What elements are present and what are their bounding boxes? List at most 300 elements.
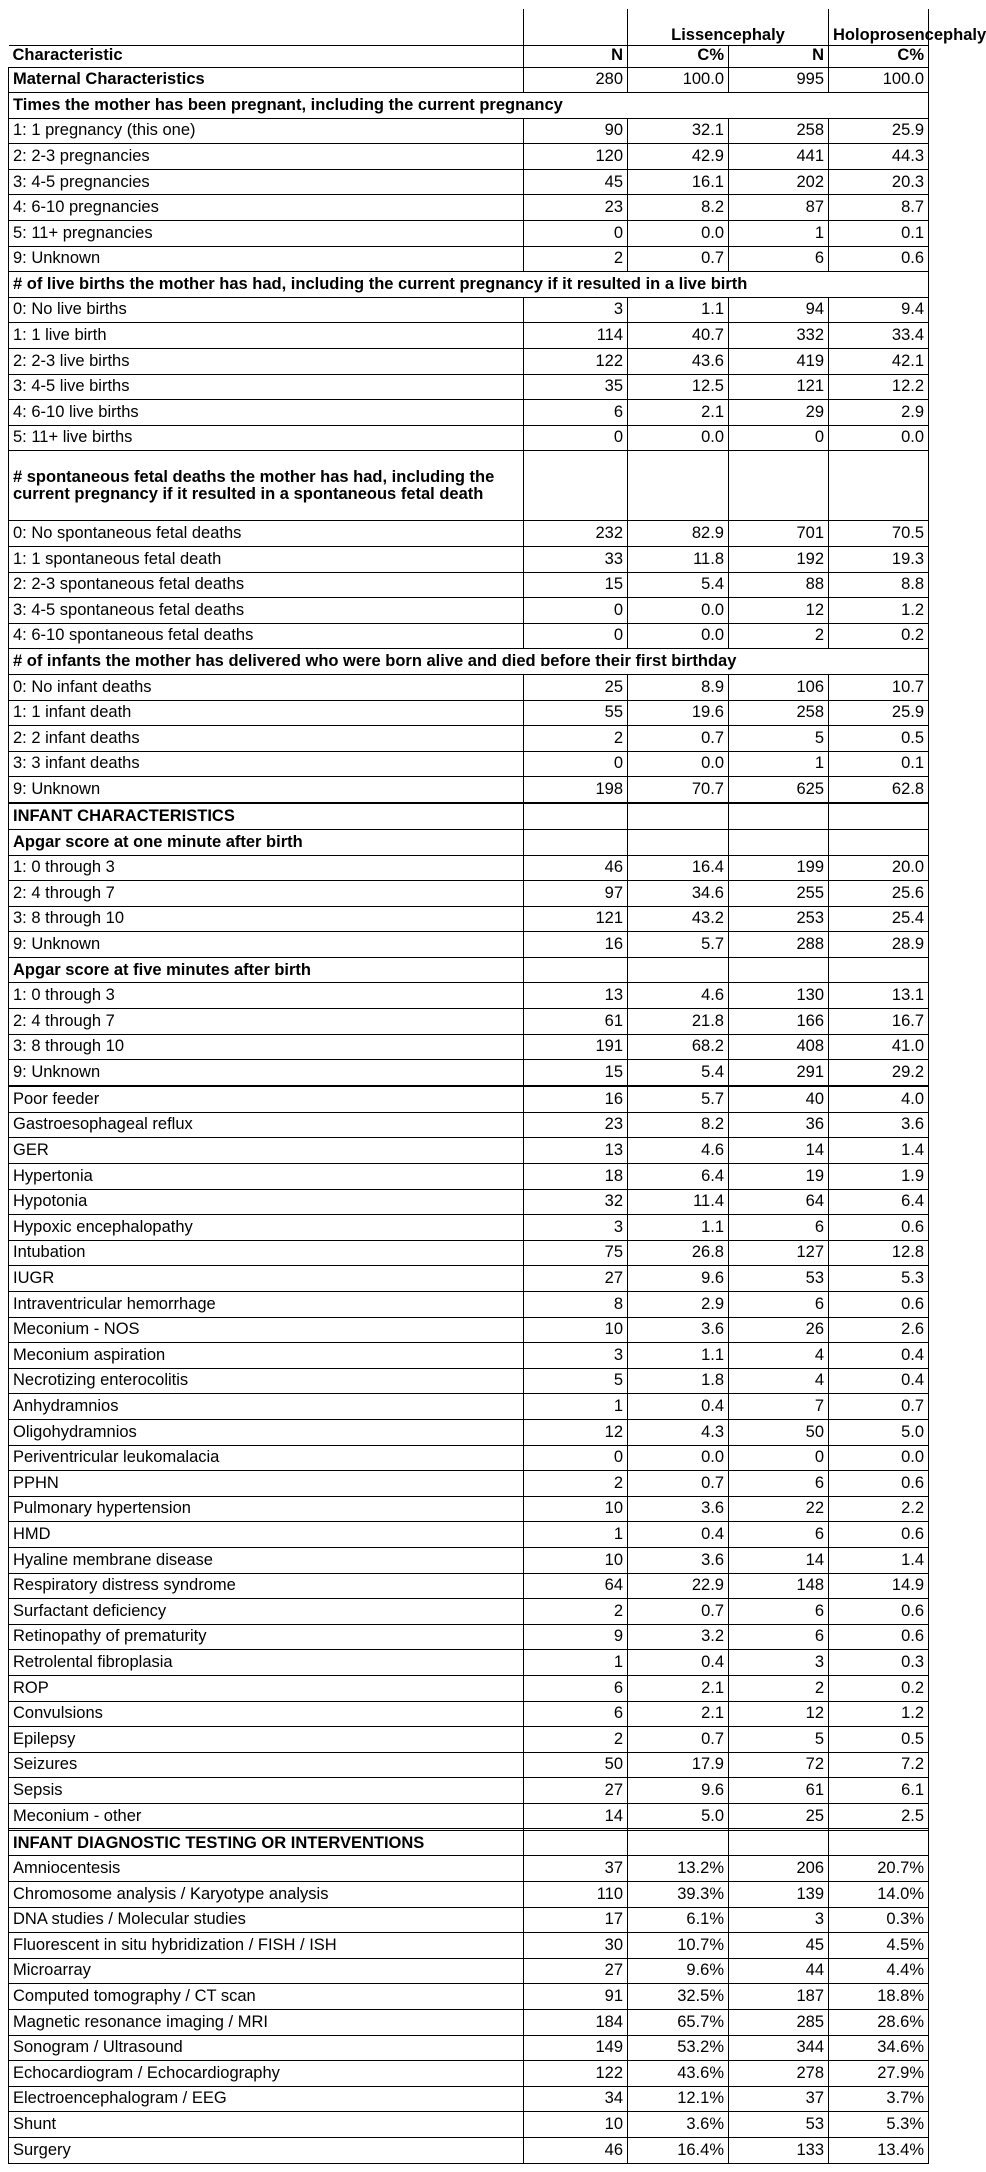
cell-pct-lissencephaly: 0.7 [628,246,729,272]
table-row [9,572,929,598]
cell-pct-holoprosencephaly: 70.5 [829,521,929,547]
table-row [9,1009,929,1035]
cell-n-holoprosencephaly: 12 [729,1701,829,1727]
cell-pct-lissencephaly: 40.7 [628,323,729,349]
cell-pct-lissencephaly: 32.5% [628,1984,729,2010]
cell-n-holoprosencephaly: 419 [729,349,829,375]
row-label: 1: 0 through 3 [9,855,524,881]
cell-n-holoprosencephaly: 25 [729,1803,829,1829]
cell-pct-holoprosencephaly: 0.3 [829,1650,929,1676]
cell-pct-holoprosencephaly: 16.7 [829,1009,929,1035]
cell-n-holoprosencephaly: 6 [729,1624,829,1650]
cell-pct-lissencephaly: 4.3 [628,1419,729,1445]
cell-n-lissencephaly: 25 [524,674,628,700]
row-label: Fluorescent in situ hybridization / FISH / ISH [9,1933,524,1959]
cell-n-holoprosencephaly: 6 [729,1292,829,1318]
row-label: Necrotizing enterocolitis [9,1368,524,1394]
cell-pct-lissencephaly [628,804,729,830]
row-label: 3: 4-5 live births [9,374,524,400]
cell-n-lissencephaly: 61 [524,1009,628,1035]
cell-pct-holoprosencephaly: 27.9% [829,2061,929,2087]
header-row-columns [9,45,929,67]
cell-pct-lissencephaly: 1.1 [628,1343,729,1369]
cell-pct-holoprosencephaly: 5.3 [829,1266,929,1292]
cell-n-lissencephaly: 1 [524,1394,628,1420]
row-label: 2: 4 through 7 [9,881,524,907]
row-label: 2: 2-3 live births [9,349,524,375]
cell-pct-lissencephaly: 43.6% [628,2061,729,2087]
cell-n-lissencephaly: 0 [524,751,628,777]
group-header-holoprosencephaly: Holoprosencephaly [829,9,929,45]
cell-n-holoprosencephaly: 148 [729,1573,829,1599]
cell-n-holoprosencephaly [729,957,829,983]
table-row [9,323,929,349]
table-row [9,144,929,170]
cell-pct-holoprosencephaly: 25.9 [829,118,929,144]
cell-pct-lissencephaly: 17.9 [628,1752,729,1778]
row-label: Microarray [9,1958,524,1984]
cell-pct-holoprosencephaly: 2.6 [829,1317,929,1343]
cell-pct-lissencephaly: 43.6 [628,349,729,375]
category-row [9,829,929,855]
cell-n-lissencephaly: 8 [524,1292,628,1318]
row-label: IUGR [9,1266,524,1292]
cell-n-holoprosencephaly: 288 [729,932,829,958]
cell-pct-lissencephaly: 0.7 [628,1471,729,1497]
cell-pct-holoprosencephaly: 0.0 [829,425,929,451]
table-row [9,598,929,624]
cell-pct-lissencephaly: 8.2 [628,195,729,221]
column-header-n-holoprosencephaly: N [729,45,829,67]
table-row [9,1087,929,1113]
cell-pct-holoprosencephaly: 0.1 [829,751,929,777]
cell-n-holoprosencephaly: 5 [729,1727,829,1753]
row-label: INFANT DIAGNOSTIC TESTING OR INTERVENTIONS [9,1830,524,1856]
cell-pct-holoprosencephaly: 14.0% [829,1882,929,1908]
cell-n-holoprosencephaly: 199 [729,855,829,881]
cell-n-lissencephaly: 45 [524,169,628,195]
cell-pct-holoprosencephaly: 2.9 [829,400,929,426]
row-label: Pulmonary hypertension [9,1496,524,1522]
cell-n-holoprosencephaly: 37 [729,2086,829,2112]
cell-n-lissencephaly [524,804,628,830]
cell-n-lissencephaly: 90 [524,118,628,144]
cell-n-lissencephaly: 232 [524,521,628,547]
cell-n-holoprosencephaly: 3 [729,1650,829,1676]
cell-n-lissencephaly [524,829,628,855]
cell-n-holoprosencephaly: 130 [729,983,829,1009]
cell-pct-lissencephaly: 0.0 [628,425,729,451]
cell-n-lissencephaly: 10 [524,2112,628,2138]
table-row [9,1675,929,1701]
cell-n-holoprosencephaly: 5 [729,726,829,752]
cell-n-holoprosencephaly: 7 [729,1394,829,1420]
cell-pct-holoprosencephaly: 29.2 [829,1060,929,1086]
table-row [9,751,929,777]
cell-n-lissencephaly: 37 [524,1856,628,1882]
cell-pct-holoprosencephaly: 0.6 [829,1599,929,1625]
row-label: 5: 11+ live births [9,425,524,451]
cell-pct-lissencephaly: 0.4 [628,1522,729,1548]
cell-n-lissencephaly: 13 [524,983,628,1009]
row-label: PPHN [9,1471,524,1497]
cell-n-lissencephaly: 122 [524,349,628,375]
cell-n-lissencephaly: 10 [524,1317,628,1343]
cell-n-lissencephaly: 6 [524,1701,628,1727]
cell-pct-lissencephaly: 0.0 [628,623,729,649]
table-row [9,2137,929,2163]
cell-n-holoprosencephaly: 53 [729,2112,829,2138]
table-row [9,1343,929,1369]
row-label: HMD [9,1522,524,1548]
cell-pct-holoprosencephaly: 2.5 [829,1803,929,1829]
cell-pct-lissencephaly: 9.6 [628,1266,729,1292]
cell-pct-holoprosencephaly: 20.0 [829,855,929,881]
row-label: 2: 4 through 7 [9,1009,524,1035]
table-row [9,932,929,958]
row-label: 3: 4-5 spontaneous fetal deaths [9,598,524,624]
cell-n-holoprosencephaly: 53 [729,1266,829,1292]
cell-pct-lissencephaly: 6.1% [628,1907,729,1933]
cell-n-holoprosencephaly: 0 [729,425,829,451]
table-row [9,1573,929,1599]
row-label: Convulsions [9,1701,524,1727]
table-row [9,2035,929,2061]
column-header-n-lissencephaly: N [524,45,628,67]
section-header-row [9,451,929,521]
table-row [9,1803,929,1829]
row-label: Hypotonia [9,1189,524,1215]
cell-pct-holoprosencephaly: 0.3% [829,1907,929,1933]
cell-n-holoprosencephaly: 72 [729,1752,829,1778]
cell-pct-holoprosencephaly: 0.7 [829,1394,929,1420]
cell-n-lissencephaly: 27 [524,1266,628,1292]
table-row [9,1266,929,1292]
cell-pct-lissencephaly: 9.6 [628,1778,729,1804]
cell-n-lissencephaly: 2 [524,1727,628,1753]
table-row [9,906,929,932]
row-label: INFANT CHARACTERISTICS [9,804,524,830]
cell-n-lissencephaly: 2 [524,726,628,752]
cell-pct-lissencephaly: 3.6 [628,1547,729,1573]
header-row-groups [9,9,929,45]
row-label: 1: 0 through 3 [9,983,524,1009]
cell-pct-lissencephaly: 5.7 [628,1087,729,1113]
cell-n-lissencephaly [524,957,628,983]
empty-cell [729,451,829,521]
cell-pct-lissencephaly: 0.7 [628,726,729,752]
row-label: Intubation [9,1240,524,1266]
cell-pct-lissencephaly: 6.4 [628,1164,729,1190]
cell-pct-lissencephaly: 4.6 [628,983,729,1009]
section-header-row [9,272,929,298]
cell-pct-holoprosencephaly: 44.3 [829,144,929,170]
cell-n-lissencephaly [524,1830,628,1856]
cell-pct-lissencephaly: 82.9 [628,521,729,547]
cell-pct-holoprosencephaly: 8.8 [829,572,929,598]
cell-pct-lissencephaly: 9.6% [628,1958,729,1984]
table-row [9,881,929,907]
cell-n-lissencephaly: 1 [524,1522,628,1548]
table-row [9,855,929,881]
cell-n-holoprosencephaly: 22 [729,1496,829,1522]
cell-n-lissencephaly: 122 [524,2061,628,2087]
cell-n-lissencephaly: 280 [524,67,628,93]
table-row [9,700,929,726]
cell-n-lissencephaly: 27 [524,1958,628,1984]
row-label: Gastroesophageal reflux [9,1112,524,1138]
cell-n-lissencephaly: 15 [524,572,628,598]
cell-n-holoprosencephaly: 14 [729,1138,829,1164]
section-title: # spontaneous fetal deaths the mother has had, including the current pregnancy if it resulted in a spontaneous fetal death [9,451,524,521]
cell-n-lissencephaly: 46 [524,2137,628,2163]
table-row [9,1138,929,1164]
table-row [9,425,929,451]
row-label: Periventricular leukomalacia [9,1445,524,1471]
column-header-pct-holoprosencephaly: C% [829,45,929,67]
table-row [9,726,929,752]
cell-n-holoprosencephaly: 1 [729,221,829,247]
cell-n-holoprosencephaly: 166 [729,1009,829,1035]
row-label: Respiratory distress syndrome [9,1573,524,1599]
cell-n-lissencephaly: 10 [524,1547,628,1573]
cell-pct-lissencephaly: 5.4 [628,572,729,598]
cell-pct-holoprosencephaly: 100.0 [829,67,929,93]
cell-n-lissencephaly: 33 [524,547,628,573]
row-label: 4: 6-10 pregnancies [9,195,524,221]
cell-pct-holoprosencephaly: 10.7 [829,674,929,700]
cell-pct-lissencephaly: 0.7 [628,1599,729,1625]
section-title: # of infants the mother has delivered who were born alive and died before their first birthday [9,649,929,675]
cell-pct-lissencephaly: 12.1% [628,2086,729,2112]
cell-n-holoprosencephaly: 6 [729,1215,829,1241]
cell-n-lissencephaly: 184 [524,2010,628,2036]
cell-pct-holoprosencephaly: 0.1 [829,221,929,247]
cell-n-lissencephaly: 30 [524,1933,628,1959]
table-row [9,169,929,195]
cell-pct-lissencephaly: 11.4 [628,1189,729,1215]
header-blank [524,9,628,45]
cell-pct-lissencephaly: 10.7% [628,1933,729,1959]
table-row [9,1907,929,1933]
cell-n-lissencephaly: 23 [524,1112,628,1138]
cell-pct-holoprosencephaly: 20.7% [829,1856,929,1882]
cell-pct-holoprosencephaly: 5.3% [829,2112,929,2138]
cell-n-holoprosencephaly: 94 [729,297,829,323]
row-label: Poor feeder [9,1087,524,1113]
cell-pct-lissencephaly: 0.7 [628,1727,729,1753]
cell-n-holoprosencephaly: 701 [729,521,829,547]
cell-n-holoprosencephaly: 12 [729,598,829,624]
group-header-lissencephaly: Lissencephaly [628,9,829,45]
cell-n-holoprosencephaly: 344 [729,2035,829,2061]
row-label: 0: No live births [9,297,524,323]
cell-n-lissencephaly: 0 [524,221,628,247]
cell-pct-holoprosencephaly: 4.4% [829,1958,929,1984]
table-row [9,1034,929,1060]
cell-n-holoprosencephaly: 106 [729,674,829,700]
table-row [9,983,929,1009]
row-label: Seizures [9,1752,524,1778]
cell-n-holoprosencephaly: 29 [729,400,829,426]
row-label: Oligohydramnios [9,1419,524,1445]
column-header-pct-lissencephaly: C% [628,45,729,67]
cell-n-lissencephaly: 6 [524,1675,628,1701]
cell-n-lissencephaly: 75 [524,1240,628,1266]
row-label: Hyaline membrane disease [9,1547,524,1573]
cell-n-holoprosencephaly: 6 [729,246,829,272]
cell-pct-lissencephaly: 65.7% [628,2010,729,2036]
cell-n-lissencephaly: 13 [524,1138,628,1164]
row-label: Meconium - NOS [9,1317,524,1343]
cell-n-holoprosencephaly [729,804,829,830]
cell-n-holoprosencephaly: 45 [729,1933,829,1959]
cell-pct-lissencephaly [628,829,729,855]
row-label: 0: No infant deaths [9,674,524,700]
cell-pct-holoprosencephaly: 3.6 [829,1112,929,1138]
cell-pct-holoprosencephaly: 13.1 [829,983,929,1009]
table-row [9,1856,929,1882]
cell-pct-lissencephaly: 3.6 [628,1317,729,1343]
row-label: 3: 3 infant deaths [9,751,524,777]
cell-pct-holoprosencephaly [829,1830,929,1856]
cell-pct-holoprosencephaly: 18.8% [829,1984,929,2010]
cell-pct-holoprosencephaly: 3.7% [829,2086,929,2112]
row-label: 4: 6-10 spontaneous fetal deaths [9,623,524,649]
cell-pct-lissencephaly: 0.0 [628,221,729,247]
cell-n-holoprosencephaly: 6 [729,1522,829,1548]
row-label: 4: 6-10 live births [9,400,524,426]
cell-n-holoprosencephaly: 187 [729,1984,829,2010]
cell-pct-holoprosencephaly: 19.3 [829,547,929,573]
empty-cell [524,451,628,521]
cell-n-holoprosencephaly: 441 [729,144,829,170]
header-corner [9,9,524,45]
cell-n-holoprosencephaly: 995 [729,67,829,93]
table-container [8,9,986,2164]
cell-pct-lissencephaly: 39.3% [628,1882,729,1908]
cell-pct-lissencephaly: 12.5 [628,374,729,400]
cell-pct-holoprosencephaly: 28.9 [829,932,929,958]
cell-pct-holoprosencephaly: 0.2 [829,623,929,649]
table-row [9,2061,929,2087]
cell-n-holoprosencephaly: 64 [729,1189,829,1215]
table-row [9,1292,929,1318]
cell-n-lissencephaly: 110 [524,1882,628,1908]
cell-pct-lissencephaly: 53.2% [628,2035,729,2061]
cell-n-lissencephaly: 191 [524,1034,628,1060]
cell-n-holoprosencephaly: 206 [729,1856,829,1882]
cell-n-holoprosencephaly: 6 [729,1471,829,1497]
cell-pct-lissencephaly: 32.1 [628,118,729,144]
cell-pct-lissencephaly: 70.7 [628,777,729,803]
cell-pct-holoprosencephaly: 41.0 [829,1034,929,1060]
cell-n-holoprosencephaly: 14 [729,1547,829,1573]
cell-n-lissencephaly: 3 [524,297,628,323]
cell-n-lissencephaly: 1 [524,1650,628,1676]
cell-pct-lissencephaly: 13.2% [628,1856,729,1882]
cell-n-lissencephaly: 91 [524,1984,628,2010]
cell-n-lissencephaly: 18 [524,1164,628,1190]
cell-n-lissencephaly: 64 [524,1573,628,1599]
row-label: Sonogram / Ultrasound [9,2035,524,2061]
cell-pct-holoprosencephaly: 33.4 [829,323,929,349]
table-row [9,1394,929,1420]
cell-pct-lissencephaly: 42.9 [628,144,729,170]
cell-pct-lissencephaly: 2.1 [628,1675,729,1701]
table-row [9,1419,929,1445]
cell-pct-lissencephaly: 34.6 [628,881,729,907]
cell-pct-holoprosencephaly: 0.6 [829,246,929,272]
cell-pct-holoprosencephaly: 8.7 [829,195,929,221]
cell-n-lissencephaly: 46 [524,855,628,881]
row-label: 1: 1 infant death [9,700,524,726]
cell-n-lissencephaly: 10 [524,1496,628,1522]
table-row [9,1215,929,1241]
row-label: Hypertonia [9,1164,524,1190]
cell-pct-holoprosencephaly: 28.6% [829,2010,929,2036]
table-row [9,400,929,426]
cell-pct-lissencephaly: 2.1 [628,1701,729,1727]
row-label: 2: 2-3 pregnancies [9,144,524,170]
cell-n-lissencephaly: 5 [524,1368,628,1394]
cell-pct-lissencephaly: 0.0 [628,1445,729,1471]
cell-pct-holoprosencephaly: 0.5 [829,1727,929,1753]
cell-pct-holoprosencephaly: 6.4 [829,1189,929,1215]
cell-pct-lissencephaly: 8.2 [628,1112,729,1138]
cell-n-lissencephaly: 17 [524,1907,628,1933]
row-label: Meconium aspiration [9,1343,524,1369]
cell-pct-holoprosencephaly: 6.1 [829,1778,929,1804]
cell-pct-lissencephaly: 2.9 [628,1292,729,1318]
cell-pct-holoprosencephaly: 12.2 [829,374,929,400]
row-label: Maternal Characteristics [9,67,524,93]
cell-n-lissencephaly: 2 [524,1599,628,1625]
cell-n-holoprosencephaly: 258 [729,700,829,726]
category-row [9,957,929,983]
cell-n-holoprosencephaly: 26 [729,1317,829,1343]
row-label: Retinopathy of prematurity [9,1624,524,1650]
table-row [9,1445,929,1471]
table-row [9,1164,929,1190]
section-title: Times the mother has been pregnant, including the current pregnancy [9,93,929,119]
cell-n-holoprosencephaly: 40 [729,1087,829,1113]
cell-pct-holoprosencephaly: 4.5% [829,1933,929,1959]
cell-n-holoprosencephaly: 133 [729,2137,829,2163]
row-label: Surfactant deficiency [9,1599,524,1625]
cell-pct-holoprosencephaly: 20.3 [829,169,929,195]
table-row [9,1624,929,1650]
cell-n-holoprosencephaly: 36 [729,1112,829,1138]
row-label: 1: 1 pregnancy (this one) [9,118,524,144]
cell-pct-lissencephaly: 0.4 [628,1650,729,1676]
table-row [9,2112,929,2138]
cell-n-holoprosencephaly: 4 [729,1368,829,1394]
table-row [9,1471,929,1497]
cell-n-holoprosencephaly: 127 [729,1240,829,1266]
cell-n-lissencephaly: 0 [524,598,628,624]
table-row [9,374,929,400]
cell-pct-lissencephaly: 11.8 [628,547,729,573]
cell-n-lissencephaly: 2 [524,246,628,272]
cell-pct-holoprosencephaly: 7.2 [829,1752,929,1778]
cell-pct-lissencephaly: 3.2 [628,1624,729,1650]
row-label: Shunt [9,2112,524,2138]
row-label: 1: 1 live birth [9,323,524,349]
cell-pct-lissencephaly: 5.0 [628,1803,729,1829]
cell-n-lissencephaly: 12 [524,1419,628,1445]
cell-pct-holoprosencephaly: 13.4% [829,2137,929,2163]
